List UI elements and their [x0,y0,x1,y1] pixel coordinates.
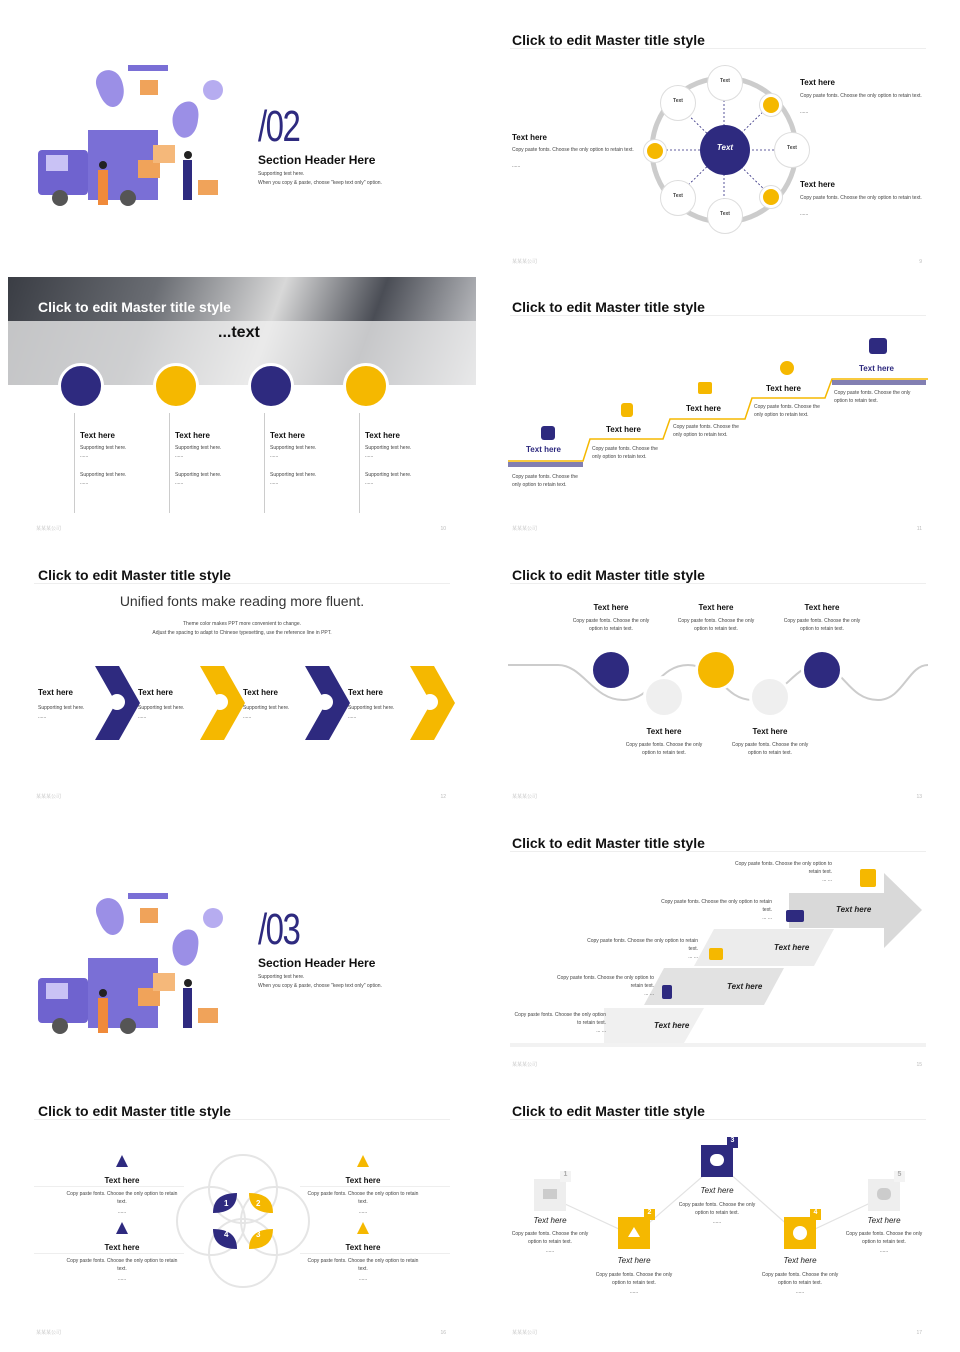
step-body: Copy paste fonts. Choose the only option to retain text. [834,390,911,404]
col-bullet: ...... [270,480,279,486]
step-body: Copy paste fonts. Choose the only option to retain text. [556,975,654,989]
item-body: Copy paste fonts. Choose the only option to retain text. [66,1258,178,1272]
worker-icon [621,403,633,417]
col-bullet: Supporting text here. [365,472,412,478]
item-body: Copy paste fonts. Choose the only option to retain text. [731,742,809,756]
timeline-line [169,413,170,513]
item-dots: ...... [358,1276,368,1282]
item-heading: Text here [752,727,788,736]
chat-icon [877,1188,891,1200]
step-label: Text here [836,905,872,914]
node-number: 2 [644,1209,655,1220]
page-number: 17 [916,1330,922,1336]
worker-icon [541,426,555,440]
item-bullet: ...... [348,714,357,720]
footer-brand: 某某某公司 [512,1330,538,1336]
presentation-icon [153,363,199,409]
subtext-line2: Adjust the spacing to adapt to Chinese typesetting, use the reference line in PPT. [152,630,332,636]
presentation-icon [248,363,294,409]
tools-icon [801,649,843,691]
step-body: Copy paste fonts. Choose the only option to retain text. [587,938,698,952]
col-heading: Text here [270,431,305,440]
footer-brand: 某某某公司 [36,526,62,532]
headline: Unified fonts make reading more fluent. [119,593,365,609]
item-heading: Text here [804,603,840,612]
delivery-illustration [28,858,228,1038]
right-dots-2: ...... [800,211,809,217]
divider-line [300,1186,450,1187]
left-dots: ...... [512,163,521,169]
team-icon [869,338,887,354]
node-body: Copy paste fonts. Choose the only option to retain text. [845,1231,923,1245]
col-bullet: ...... [365,480,374,486]
item-heading: Text here [38,688,73,697]
item-dots: ...... [117,1209,127,1215]
footer-brand: 某某某公司 [36,794,62,800]
document-icon [590,649,632,691]
user-check-icon [109,694,125,710]
handshake-icon [212,694,228,710]
section-sub2: When you copy & paste, choose "keep text only" option. [258,983,382,989]
meeting-icon [786,910,804,922]
slide-title: Click to edit Master title style [38,299,231,315]
item-heading: Text here [593,603,629,612]
footer-brand: 某某某公司 [512,259,538,265]
slide-petals[interactable] [8,1081,476,1342]
hierarchy-icon [357,1222,369,1234]
timeline-line [264,413,265,513]
col-bullet: Supporting text here. [80,472,127,478]
slide-circle-network[interactable] [484,10,952,271]
overlapping-circles [173,1151,313,1291]
left-body: Copy paste fonts. Choose the only option to retain text. [512,147,634,153]
node-number: 4 [810,1209,821,1220]
col-bullet: ...... [175,453,184,459]
item-body: Copy paste fonts. Choose the only option to retain text. [677,618,755,632]
col-bullet: ...... [175,480,184,486]
user-icon [643,676,685,718]
col-bullet: ...... [270,453,279,459]
col-heading: Text here [365,431,400,440]
delivery-illustration [28,30,228,210]
section-header: Section Header Here [258,956,376,970]
col-heading: Text here [80,431,115,440]
step-dots: ... ... [688,954,698,960]
node-dots: ...... [879,1248,889,1254]
node-body: Copy paste fonts. Choose the only option to retain text. [511,1231,589,1245]
footer-brand: 某某某公司 [512,526,538,532]
col-bullet: Supporting text here. [175,445,222,451]
step-label: Text here [654,1021,690,1030]
slide-section-02[interactable] [8,10,476,271]
item-heading: Text here [646,727,682,736]
celebrate-icon [860,869,876,887]
top-dots: ... ... [822,877,832,883]
title-divider [510,851,926,852]
step-body: Copy paste fonts. Choose the only option to retain text. [592,446,658,460]
item-heading: Text here [104,1176,140,1185]
node-label: Text here [617,1256,651,1265]
slide-title: Click to edit Master title style [38,567,231,583]
page-number: 9 [919,259,922,265]
title-divider [510,1119,926,1120]
step-dots: ... ... [762,915,772,921]
page-number: 12 [440,794,446,800]
right-body-2: Copy paste fonts. Choose the only option to retain text. [800,195,922,201]
step-label: Text here [727,982,763,991]
footer-brand: 某某某公司 [512,1062,538,1068]
node-lower-left-label: Text [673,193,683,199]
section-number: /02 [258,102,300,151]
node-dots: ...... [545,1248,555,1254]
item-heading: Text here [345,1176,381,1185]
node-right-label: Text [787,145,797,151]
item-body: Copy paste fonts. Choose the only option to retain text. [307,1258,419,1272]
node-body: Copy paste fonts. Choose the only option to retain text. [595,1272,673,1286]
node-number: 5 [894,1171,905,1182]
item-heading: Text here [104,1243,140,1252]
step-body: Copy paste fonts. Choose the only option to retain text. [514,1012,606,1026]
title-divider [510,583,926,584]
title-divider [510,315,926,316]
slide-title: Click to edit Master title style [512,32,705,48]
section-sub2: When you copy & paste, choose "keep text only" option. [258,180,382,186]
item-body: Copy paste fonts. Choose the only option to retain text. [307,1191,419,1205]
col-bullet: Supporting text here. [175,472,222,478]
slide-staircase-arrows[interactable] [484,813,952,1074]
slide-title: Click to edit Master title style [38,1103,231,1119]
item-bullet: ...... [138,714,147,720]
node-bottom-label: Text [720,211,730,217]
item-bullet: Supporting text here. [38,705,85,711]
chat-icon [695,649,737,691]
node-dots: ...... [629,1289,639,1295]
node-label: Text here [783,1256,817,1265]
item-body: Copy paste fonts. Choose the only option to retain text. [783,618,861,632]
step-body: Copy paste fonts. Choose the only option to retain text. [754,404,820,418]
desk-icon [709,948,723,960]
globe-icon [760,186,782,208]
divider-line [34,1186,184,1187]
item-heading: Text here [698,603,734,612]
page-number: 11 [916,526,922,532]
page-number: 13 [916,794,922,800]
title-divider [34,583,450,584]
slide-subtitle: ...text [218,324,260,341]
slide-zigzag[interactable] [484,1081,952,1342]
slide-stairs[interactable] [484,277,952,538]
step-heading: Text here [859,364,894,373]
step-heading: Text here [606,425,641,434]
target-icon [793,1226,807,1240]
section-sub1: Supporting text here. [258,171,305,177]
col-bullet: ...... [80,453,89,459]
step-body: Copy paste fonts. Choose the only option to retain text. [512,474,578,488]
col-bullet: ...... [80,480,89,486]
petal-label-3: 3 [256,1230,261,1239]
right-body-1: Copy paste fonts. Choose the only option to retain text. [800,93,922,99]
col-bullet: Supporting text here. [270,472,317,478]
section-number: /03 [258,905,300,954]
item-bullet: Supporting text here. [138,705,185,711]
arrow-steps [604,868,924,1058]
footer-brand: 某某某公司 [36,1330,62,1336]
presentation-icon [58,363,104,409]
dollar-icon [317,694,333,710]
title-divider [510,48,926,49]
node-label: Text here [700,1186,734,1195]
col-bullet: Supporting text here. [80,445,127,451]
item-heading: Text here [243,688,278,697]
petal-label-1: 1 [224,1199,229,1208]
petal-label-2: 2 [256,1199,261,1208]
item-bullet: Supporting text here. [243,705,290,711]
left-heading: Text here [512,133,547,142]
node-dots: ...... [712,1219,722,1225]
hierarchy-icon [357,1155,369,1167]
item-body: Copy paste fonts. Choose the only option to retain text. [625,742,703,756]
node-upper-left-label: Text [673,98,683,104]
node-body: Copy paste fonts. Choose the only option to retain text. [761,1272,839,1286]
section-header: Section Header Here [258,153,376,167]
step-body: Copy paste fonts. Choose the only option to retain text. [661,899,772,913]
step-body: Copy paste fonts. Choose the only option to retain text. [673,424,739,438]
person-icon [662,985,672,999]
timeline-line [74,413,75,513]
globe-icon [760,94,782,116]
col-bullet: Supporting text here. [365,445,412,451]
col-bullet: ...... [365,453,374,459]
item-bullet: Supporting text here. [348,705,395,711]
slide-chevrons[interactable] [8,545,476,806]
top-body: Copy paste fonts. Choose the only option to retain text. [734,861,832,875]
slide-title: Click to edit Master title style [512,567,705,583]
slide-photo-columns[interactable] [8,277,476,538]
item-bullet: ...... [243,714,252,720]
base-line [510,1043,926,1047]
tools-icon [422,694,438,710]
slide-title: Click to edit Master title style [512,1103,705,1119]
page-number: 10 [440,526,446,532]
center-label: Text [716,143,734,152]
divider-line [300,1253,450,1254]
item-bullet: ...... [38,714,47,720]
item-heading: Text here [345,1243,381,1252]
mail-icon [543,1189,557,1199]
right-dots-1: ...... [800,109,809,115]
item-heading: Text here [138,688,173,697]
slide-wave[interactable] [484,545,952,806]
page-number: 16 [440,1330,446,1336]
cloud-icon [710,1154,724,1166]
petal-label-4: 4 [224,1230,229,1239]
slide-section-03[interactable] [8,813,476,1074]
right-heading-2: Text here [800,180,835,189]
hierarchy-icon [116,1222,128,1234]
subtext-line1: Theme color makes PPT more convenient to change. [182,621,302,627]
section-sub1: Supporting text here. [258,974,305,980]
slide-title: Click to edit Master title style [512,299,705,315]
item-heading: Text here [348,688,383,697]
item-body: Copy paste fonts. Choose the only option to retain text. [572,618,650,632]
step-heading: Text here [526,445,561,454]
node-dots: ...... [795,1289,805,1295]
step-heading: Text here [766,384,801,393]
item-body: Copy paste fonts. Choose the only option to retain text. [66,1191,178,1205]
step-dots: ... ... [644,991,654,997]
node-body: Copy paste fonts. Choose the only option to retain text. [678,1202,756,1216]
item-dots: ...... [358,1209,368,1215]
col-heading: Text here [175,431,210,440]
step-heading: Text here [686,404,721,413]
presentation-icon [343,363,389,409]
timeline-line [359,413,360,513]
col-bullet: Supporting text here. [270,445,317,451]
computer-icon [698,382,712,394]
page-number: 15 [916,1062,922,1068]
node-label: Text here [867,1216,901,1225]
slide-title: Click to edit Master title style [512,835,705,851]
footer-brand: 某某某公司 [512,794,538,800]
node-top-label: Text [720,78,730,84]
divider-line [34,1253,184,1254]
right-heading-1: Text here [800,78,835,87]
node-label: Text here [533,1216,567,1225]
item-dots: ...... [117,1276,127,1282]
globe-icon [644,140,666,162]
node-number: 1 [560,1171,571,1182]
title-divider [34,1119,450,1120]
chart-icon [749,676,791,718]
step-label: Text here [774,943,810,952]
hierarchy-icon [116,1155,128,1167]
node-number: 3 [727,1137,738,1148]
globe-person-icon [780,361,794,375]
step-dots: ... ... [596,1028,606,1034]
